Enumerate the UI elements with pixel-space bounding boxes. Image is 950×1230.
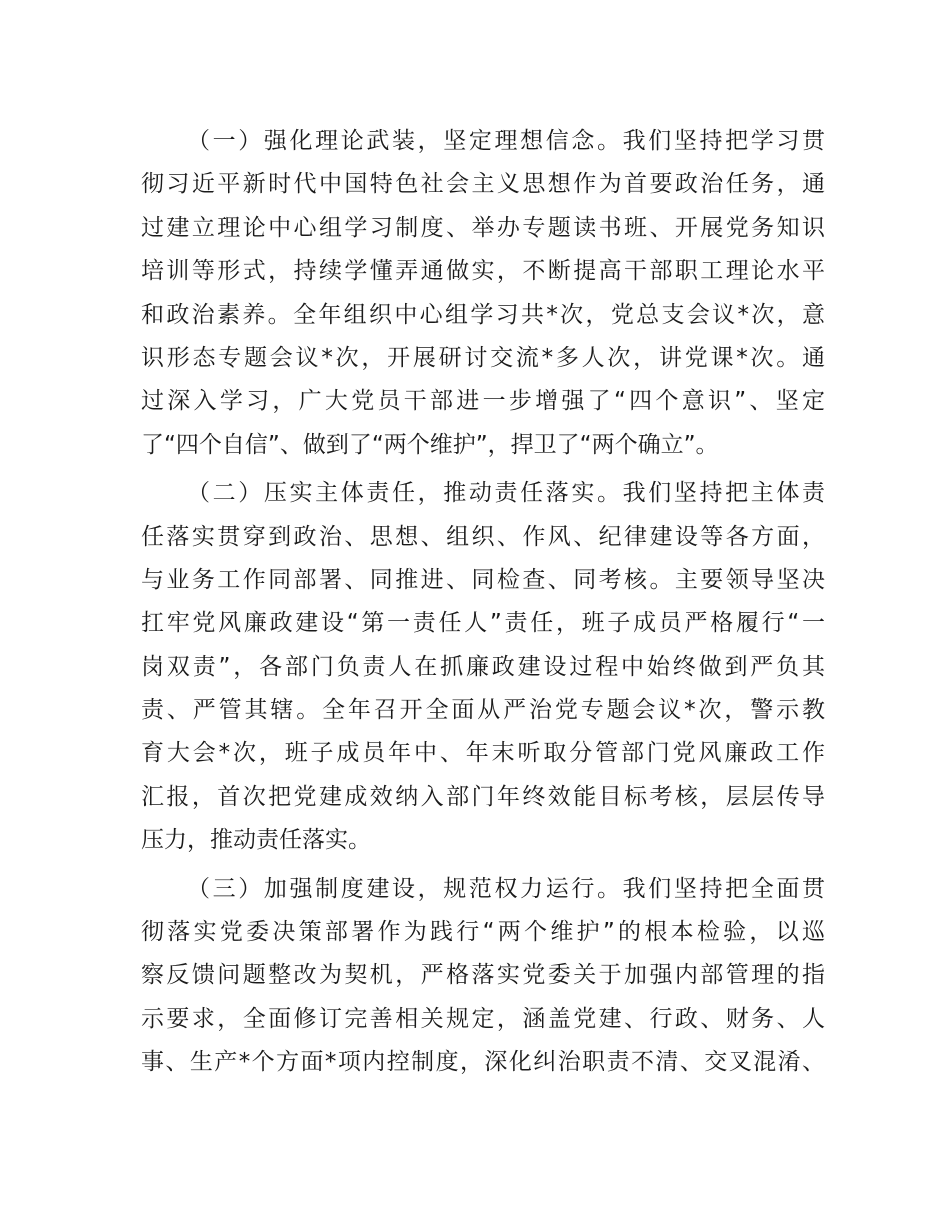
text-line: 示要求，全面修订完善相关规定，涵盖党建、行政、财务、人	[141, 1005, 825, 1032]
text-line: 培训等形式，持续学懂弄通做实，不断提高干部职工理论水平	[141, 258, 825, 285]
text-line: 和政治素养。全年组织中心组学习共*次，党总支会议*次，意	[141, 301, 825, 328]
text-line: 了“四个自信”、做到了“两个维护”，捍卫了“两个确立”。	[141, 431, 719, 458]
text-line: 察反馈问题整改为契机，严格落实党委关于加强内部管理的指	[141, 962, 825, 989]
text-line: 育大会*次，班子成员年中、年末听取分管部门党风廉政工作	[141, 740, 825, 767]
text-line: 与业务工作同部署、同推进、同检查、同考核。主要领导坚决	[141, 566, 825, 593]
text-line: 任落实贯穿到政治、思想、组织、作风、纪律建设等各方面，	[141, 523, 825, 550]
text-line: 责、严管其辖。全年召开全面从严治党专题会议*次，警示教	[141, 697, 825, 724]
text-line: （三）加强制度建设，规范权力运行。我们坚持把全面贯	[187, 875, 825, 902]
text-line: 扛牢党风廉政建设“第一责任人”责任，班子成员严格履行“一	[141, 610, 825, 637]
text-line: 识形态专题会议*次，开展研讨交流*多人次，讲党课*次。通	[141, 344, 825, 371]
paragraph-2	[141, 472, 825, 863]
text-line: 过深入学习，广大党员干部进一步增强了“四个意识”、坚定	[141, 388, 825, 415]
paragraph-3	[141, 868, 825, 1085]
text-line: 岗双责”，各部门负责人在抓廉政建设过程中始终做到严负其	[141, 653, 825, 680]
text-line: 彻习近平新时代中国特色社会主义思想作为首要政治任务，通	[141, 171, 825, 198]
text-line: （一）强化理论武装，坚定理想信念。我们坚持把学习贯	[187, 128, 825, 154]
text-line: 彻落实党委决策部署作为践行“两个维护”的根本检验，以巡	[141, 919, 825, 946]
text-line: 压力，推动责任落实。	[141, 827, 371, 854]
text-line: 事、生产*个方面*项内控制度，深化纠治职责不清、交叉混淆、	[141, 1049, 825, 1076]
document-body	[141, 120, 825, 1085]
paragraph-1	[141, 120, 825, 467]
text-line: （二）压实主体责任，推动责任落实。我们坚持把主体责	[187, 480, 825, 507]
text-line: 汇报，首次把党建成效纳入部门年终效能目标考核，层层传导	[141, 783, 825, 810]
text-line: 过建立理论中心组学习制度、举办专题读书班、开展党务知识	[141, 214, 825, 241]
